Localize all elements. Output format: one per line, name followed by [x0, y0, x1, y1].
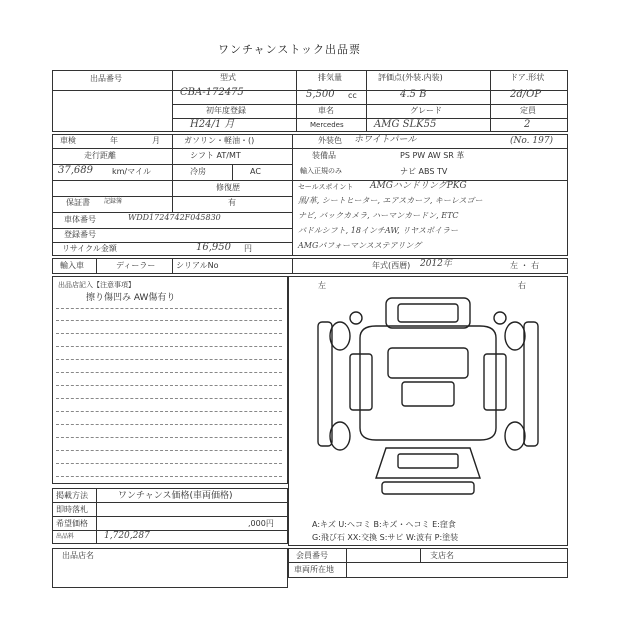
yen-unit: ,000円	[248, 519, 274, 528]
shift-label: シフト AT/MT	[190, 151, 241, 160]
displacement-unit: cc	[348, 91, 357, 100]
sales-point-label: セールスポイント	[298, 183, 354, 191]
right-mark: 右	[518, 281, 526, 290]
sales-point-line: AMGハンドリングPKG	[370, 181, 467, 191]
sales-point-line: パドルシフト, 18インチAW, リヤスポイラー	[298, 226, 458, 235]
inspection-month: 月	[152, 136, 160, 145]
notes-line: 擦り傷凹み AW傷有り	[86, 293, 176, 303]
color-no-value: (No. 197)	[510, 136, 554, 146]
fee-value: 1,720,287	[104, 531, 150, 541]
page-title: ワンチャンストック出品票	[218, 43, 362, 56]
sales-point-line: 黒/革, シートヒーター, エアスカーフ, キーレスゴー	[298, 196, 483, 205]
left-mark: 左	[318, 281, 326, 290]
recycle-value: 16,950	[196, 242, 231, 253]
notes-header: 出品店記入【注意事項】	[58, 281, 135, 289]
first-reg-value: H24/1 月	[190, 119, 235, 130]
legend-line: A:キズ U:ヘコミ B:キズ・ヘコミ E:窪食	[312, 520, 456, 529]
member-label: 会員番号	[296, 551, 328, 560]
listing-no-label: 出品番号	[90, 74, 122, 83]
grade-value: AMG SLK55	[374, 119, 437, 130]
recycle-unit: 円	[244, 244, 252, 253]
source-label: 輸入正規のみ	[300, 167, 342, 175]
recycle-label: リサイクル金額	[62, 244, 117, 253]
history-label: 修復歴	[216, 183, 240, 192]
equipment-label: 装備品	[312, 151, 336, 160]
displacement-label: 排気量	[318, 73, 342, 82]
posting-value: ワンチャンス価格(車両価格)	[118, 491, 233, 501]
inspection-year: 年	[110, 136, 118, 145]
guarantee-extra: 記録簿	[104, 198, 123, 205]
door-value: 2d/OP	[510, 89, 542, 100]
start-label: 即時落札	[56, 505, 88, 514]
car-name-value: Mercedes	[310, 121, 344, 129]
car-name-label: 車名	[318, 106, 334, 115]
vehicle-location-label: 車両所在地	[294, 565, 334, 574]
year-value: 2012年	[420, 259, 452, 269]
capacity-label: 定員	[520, 106, 536, 115]
grade-label: グレード	[410, 106, 442, 115]
displacement-value: 5,500	[306, 89, 335, 100]
first-reg-label: 初年度登録	[206, 106, 246, 115]
capacity-value: 2	[524, 119, 531, 130]
mileage-label: 走行距離	[84, 151, 116, 160]
model-value: CBA-172475	[180, 87, 244, 98]
chassis-label: 車体番号	[64, 215, 96, 224]
dealer-label: ディーラー	[116, 261, 156, 270]
shop-label: 出品店名	[62, 551, 94, 560]
mileage-value: 37,689	[58, 165, 93, 176]
grade-point-label: 評価点(外装.内装)	[378, 73, 443, 82]
fee-label: 出品料	[56, 533, 75, 540]
handle-value: 左 ・ 右	[510, 261, 540, 270]
branch-label: 支店名	[430, 551, 454, 560]
legend-line: G:飛び石 XX:交換 S:サビ W:波有 P:塗装	[312, 533, 459, 542]
car-diagram-icon	[290, 278, 550, 510]
hope-label: 希望価格	[56, 519, 88, 528]
guarantee-label: 保証書	[66, 198, 90, 207]
grade-point-value: 4.5 B	[400, 89, 427, 100]
posting-label: 掲載方法	[56, 491, 88, 500]
equipment-items: PS PW AW SR 革	[400, 151, 465, 160]
mileage-unit: km/マイル	[112, 167, 151, 176]
inspection-label: 車検	[60, 136, 76, 145]
year-label: 年式(西暦)	[372, 261, 411, 270]
exterior-color-value: ホワイトパール	[354, 135, 417, 145]
sales-point-line: ナビ, バックカメラ, ハーマンカードン, ETC	[298, 211, 459, 220]
detail-grid	[52, 134, 568, 256]
exterior-color-label: 外装色	[318, 136, 342, 145]
ac-value: AC	[250, 167, 261, 176]
door-label: ドア.形状	[510, 73, 545, 82]
equipment-items2: ナビ ABS TV	[400, 167, 448, 176]
sales-point-line: AMGパフォーマンスステアリング	[298, 241, 422, 250]
ac-label: 冷房	[190, 167, 206, 176]
history-value: 有	[228, 198, 236, 207]
reg-no-label: 登録番号	[64, 230, 96, 239]
import-label: 輸入車	[60, 261, 84, 270]
model-label: 型式	[220, 73, 236, 82]
fuel-label: ガソリン・軽油・()	[184, 136, 255, 145]
chassis-value: WDD1724742F045830	[128, 213, 221, 222]
serial-label: シリアルNo	[176, 261, 219, 270]
